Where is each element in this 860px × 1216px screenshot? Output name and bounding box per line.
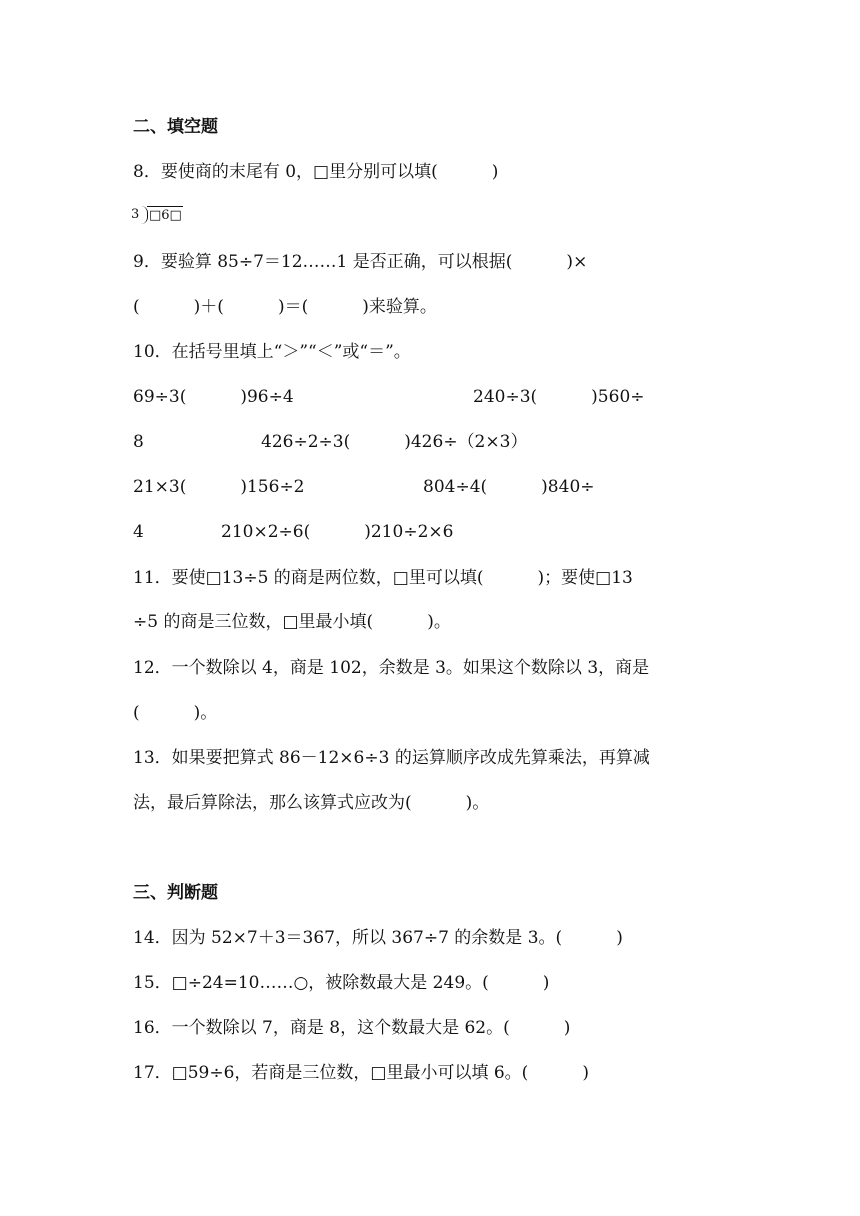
question-12-line-2: ( )。 [133,703,218,723]
question-15: 15．□÷24=10……○，被除数最大是 249。( ) [133,973,550,993]
long-division-figure [131,204,191,226]
question-8: 8．要使商的末尾有 0，□里分别可以填( ) [133,162,499,182]
question-10-row-1-left: 69÷3( )96÷4 [133,387,294,407]
question-10-row-4-left: 4 [133,522,144,542]
question-10-row-4-right: 210×2÷6( )210÷2×6 [221,522,454,542]
question-16: 16．一个数除以 7，商是 8，这个数最大是 62。( ) [133,1018,571,1038]
dividend: □6□ [149,208,182,223]
question-10-row-2-left: 8 [133,432,144,452]
question-9-line-1: 9．要验算 85÷7＝12……1 是否正确，可以根据( )× [133,252,588,272]
question-13-line-1: 13．如果要把算式 86－12×6÷3 的运算顺序改成先算乘法，再算减 [133,748,650,768]
question-14: 14．因为 52×7＋3＝367，所以 367÷7 的余数是 3。( ) [133,928,623,948]
question-13-line-2: 法，最后算除法，那么该算式应改为( )。 [133,793,490,813]
question-12-line-1: 12．一个数除以 4，商是 102，余数是 3。如果这个数除以 3，商是 [133,658,650,678]
question-10-row-1-right: 240÷3( )560÷ [473,387,645,407]
division-bracket [141,206,148,224]
divisor: 3 [131,207,140,222]
section-2-title: 二、填空题 [133,117,218,137]
question-11-line-2: ÷5 的商是三位数，□里最小填( )。 [133,612,451,632]
question-11-line-1: 11．要使□13÷5 的商是两位数，□里可以填( )；要使□13 [133,568,633,588]
question-10-row-3-right: 804÷4( )840÷ [423,477,595,497]
question-10: 10．在括号里填上“＞”“＜”或“＝”。 [133,342,411,362]
section-3-title: 三、判断题 [133,883,218,903]
question-9-line-2: ( )＋( )＝( )来验算。 [133,297,437,317]
question-10-row-2-right: 426÷2÷3( )426÷（2×3） [261,432,528,452]
question-10-row-3-left: 21×3( )156÷2 [133,477,305,497]
question-17: 17．□59÷6，若商是三位数，□里最小可以填 6。( ) [133,1063,589,1083]
